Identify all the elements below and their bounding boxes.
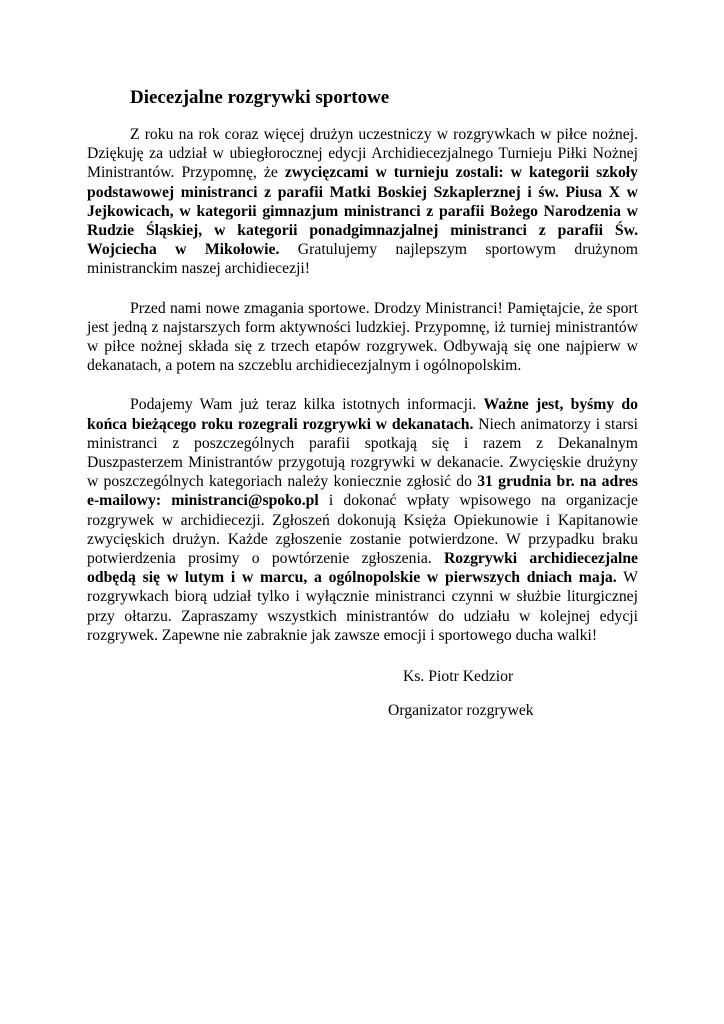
document-body xyxy=(87,125,638,665)
paragraph-results xyxy=(87,125,638,279)
paragraph-new-competition-text: Przed nami nowe zmagania sportowe. Drodzy Ministranci! Pamiętajcie, że sport jest jedną z najstarszych form aktywności ludzkiej. Przypomnę, iż turniej ministrantów w piłce nożnej składa się z trzech etapów rozgrywek. Odbywają się one najpierw w dekanatach, a potem na szczeblu archidiecezjalnym i ogólnopolskim. xyxy=(87,299,638,375)
paragraph-information-deadline-deanery: Ważne jest, byśmy do końca bieżącego roku rozegrali rozgrywki w dekanatach. xyxy=(87,396,638,433)
paragraph-information-registration-details: i dokonać wpłaty wpisowego na organizacje rozgrywek w archidiecezji. Zgłoszeń dokonują Księża Opiekunowie i Kapitanowie zwycięskich drużyn. Każde zgłoszenie zostanie potwierdzone. W przypadku braku potwierdzenia prosimy o powtórzenie zgłoszenia. xyxy=(87,492,639,568)
document-title: Diecezjalne rozgrywki sportowe xyxy=(130,87,390,108)
paragraph-information xyxy=(87,395,638,645)
paragraph-new-competition xyxy=(87,299,638,376)
paragraph-information-closing: W rozgrywkach biorą udział tylko i wyłącznie ministranci czynni w służbie liturgicznej przy ołtarzu. Zapraszamy wszystkich ministrantów do udziału w kolejnej edycji rozgrywek. Zapewne nie zabraknie jak zawsze emocji i sportowego ducha walki! xyxy=(87,569,638,644)
paragraph-results-intro: Z roku na rok coraz więcej drużyn uczestniczy w rozgrywkach w piłce nożnej. Dziękuję za udział w ubiegłorocznej edycji Archidiecezjalnego Turnieju Piłki Nożnej Ministrantów. Przypomnę, że xyxy=(87,126,638,182)
signature-role: Organizator rozgrywek xyxy=(388,702,534,719)
paragraph-results-congrats: Gratulujemy najlepszym sportowym drużynom ministranckim naszej archidiecezji! xyxy=(87,241,639,278)
paragraph-information-intro: Podajemy Wam już teraz kilka istotnych informacji. xyxy=(130,396,484,414)
paragraph-information-schedule: Rozgrywki archidiecezjalne odbędą się w lutym i w marcu, a ogólnopolskie w pierwszych dniach maja. xyxy=(87,550,639,587)
paragraph-results-winners: zwycięzcami w turnieju zostali: w kategorii szkoły podstawowej ministranci z parafii Matki Boskiej Szkaplerznej i św. Piusa X w Jejkowicach, w kategorii gimnazjum ministranci z parafii Bożego Narodzenia w Rudzie Śląskiej, w kategorii ponadgimnazjalnej ministranci z parafii Św. Wojciecha w Mikołowie. xyxy=(87,164,638,259)
signature-name: Ks. Piotr Kedzior xyxy=(403,668,514,685)
paragraph-information-organisation: Niech animatorzy i starsi ministranci z poszczególnych parafii spotkają się i razem z Dekanalnym Duszpasterzem Ministrantów przygotują rozgrywki w dekanacie. Zwycięskie drużyny w poszczególnych kategoriach należy koniecznie zgłosić do xyxy=(87,415,639,491)
paragraph-information-registration-deadline: 31 grudnia br. na adres e-mailowy: ministranci@spoko.pl xyxy=(87,473,638,510)
